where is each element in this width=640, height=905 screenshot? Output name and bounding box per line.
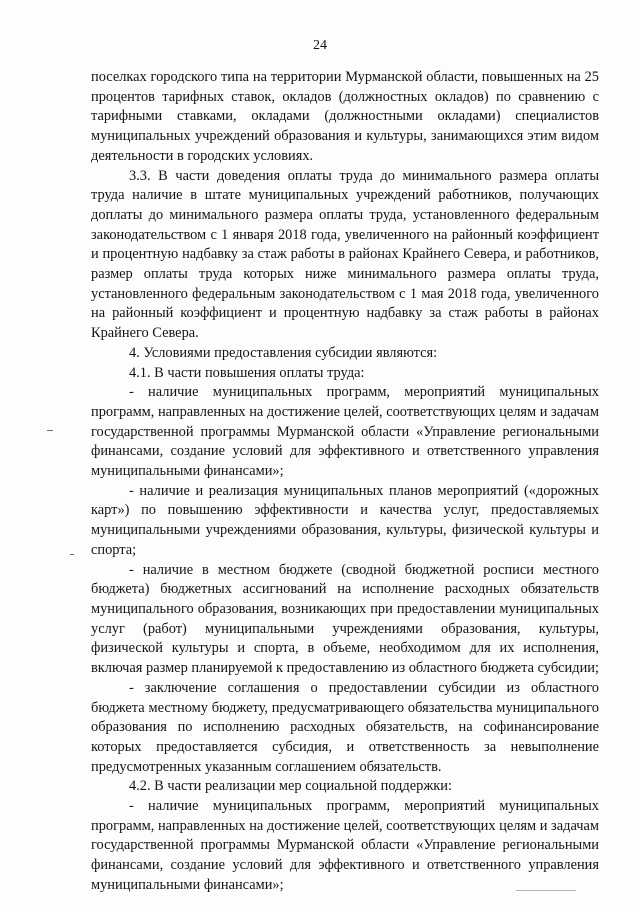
paragraph-3-3: 3.3. В части доведения оплаты труда до минимального размера оплаты труда наличие в штате муниципальных учреждений работников, получающих доплаты до минимального размера оплаты труда, установленного федеральным законодательством с 1 января 2018 года, увеличенного на районный коэффициент и процентную надбавку за стаж работы в районах Крайнего Севера, и работников, размер оплаты труда которых ниже минимального размера оплаты труда, установленного федеральным законодательством с 1 мая 2018 года, увеличенного на районный коэффициент и процентную надбавку за стаж работы в районах Крайнего Севера. <box>91 167 599 342</box>
paragraph-continuation: поселках городского типа на территории Мурманской области, повышенных на 25 процентов тарифных ставок, окладов (должностных окладов) по сравнению с тарифными ставками, окладами (должностными окладами) специалистов муниципальных учреждений образования и культуры, занимающихся этим видом деятельности в городских условиях. <box>91 69 599 164</box>
page-number: 24 <box>313 38 327 53</box>
paragraph-4-2-heading: 4.2. В части реализации мер социальной поддержки: <box>129 778 452 795</box>
paragraph-4-1-heading: 4.1. В части повышения оплаты труда: <box>129 364 365 381</box>
list-item: - наличие и реализация муниципальных планов мероприятий («дорожных карт») по повышению эффективности и качества услуг, предоставляемых муниципальными учреждениями образования, культуры, физической культуры и спорта; <box>91 482 599 558</box>
list-item: - наличие муниципальных программ, мероприятий муниципальных программ, направленных на достижение целей, соответствующих целям и задачам государственной программы Мурманской области «Управление региональными финансами, создание условий для эффективного и ответственного управления муниципальными финансами»; <box>91 384 599 480</box>
paragraph-4-heading: 4. Условиями предоставления субсидии являются: <box>129 344 438 361</box>
scan-mark <box>516 890 576 891</box>
list-item: - наличие муниципальных программ, мероприятий муниципальных программ, направленных на достижение целей, соответствующих целям и задачам государственной программы Мурманской области «Управление региональными финансами, создание условий для эффективного и ответственного управления муниципальными финансами»; <box>91 798 599 893</box>
list-item: - наличие в местном бюджете (сводной бюджетной росписи местного бюджета) бюджетных ассигнований на исполнение расходных обязательств муниципального образования, возникающих при предоставлении муниципальных услуг (работ) муниципальными учреждениями образования, культуры, физической культуры и спорта, в объеме, необходимом для их исполнения, включая размер планируемой к предоставлению из областного бюджета субсидии; <box>91 561 599 677</box>
scan-mark <box>70 554 74 555</box>
list-item: - заключение соглашения о предоставлении субсидии из областного бюджета местному бюджету, предусматривающего обязательства муниципального образования по исполнению расходных обязательств, на софинансирование которых предоставляется субсидия, и ответственность за невыполнение предусмотренных указанным соглашением обязательств. <box>91 679 599 775</box>
document-body <box>91 68 599 896</box>
scan-mark <box>47 430 53 431</box>
